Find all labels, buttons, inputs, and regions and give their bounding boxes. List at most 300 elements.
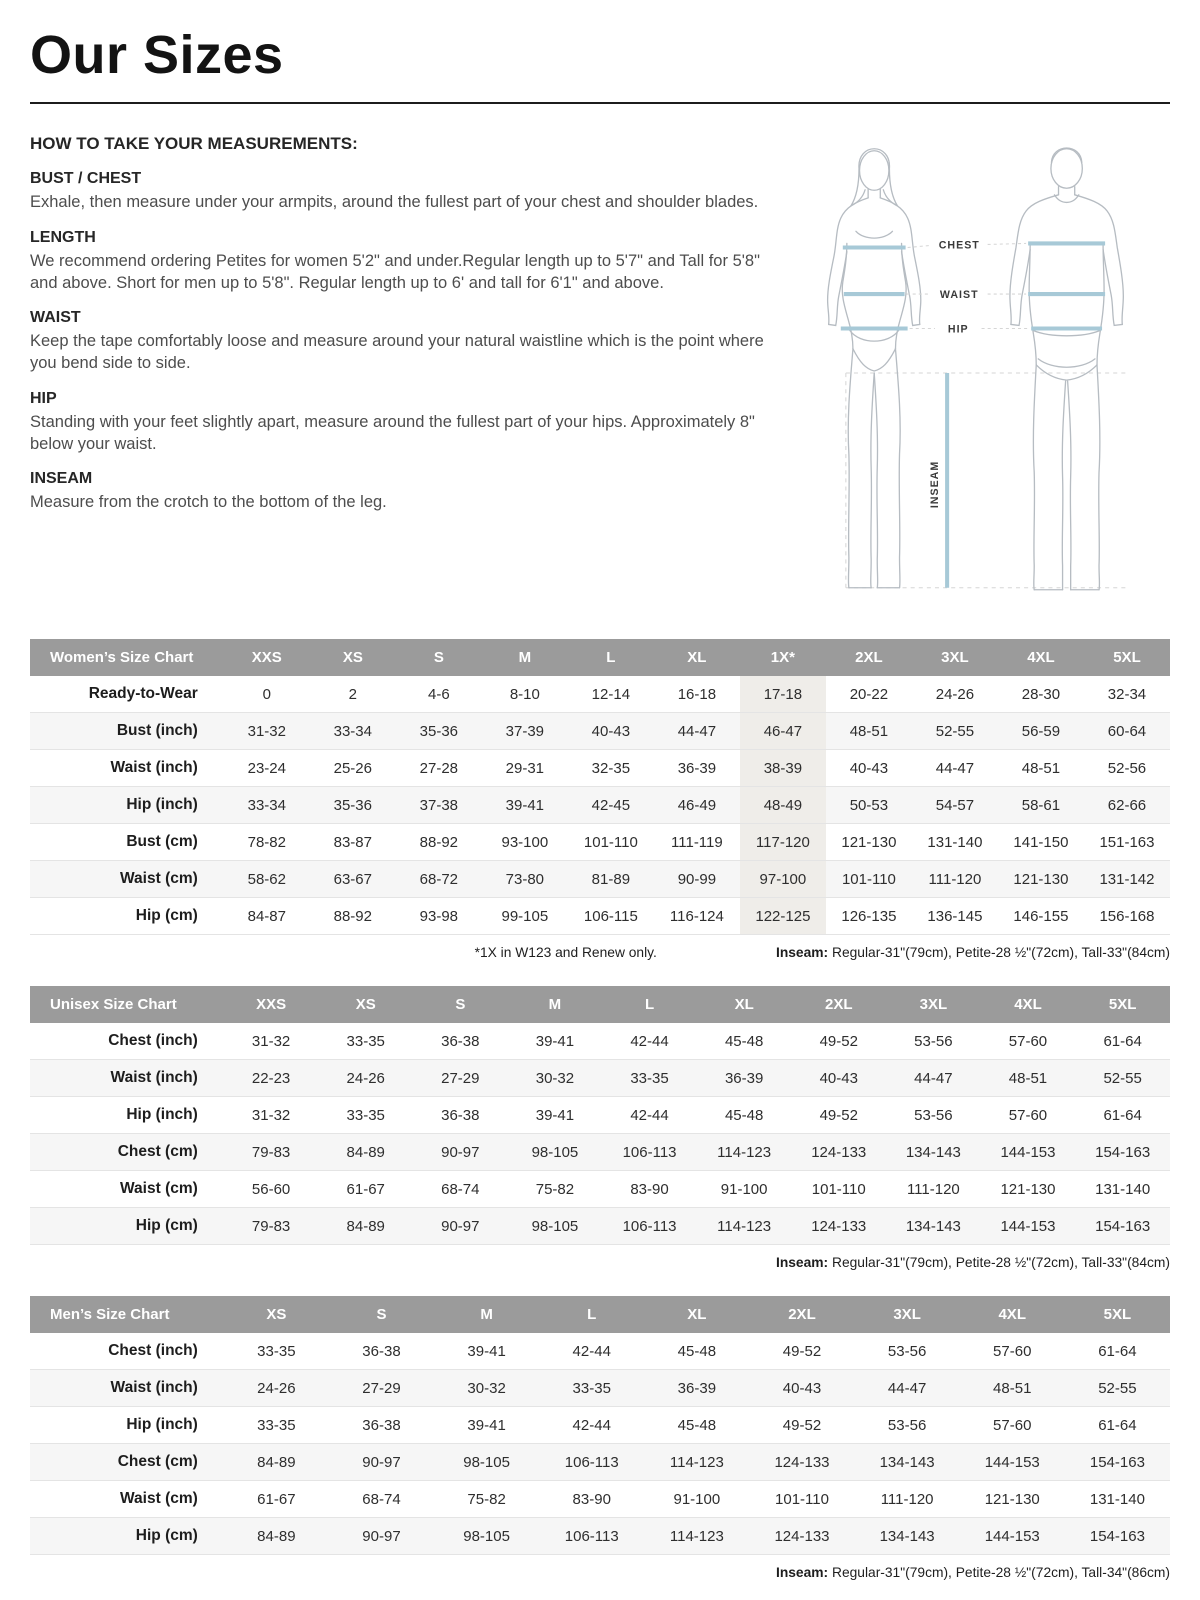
size-cell: 68-74 <box>329 1481 434 1518</box>
size-column-header: 2XL <box>749 1296 854 1333</box>
size-cell: 144-153 <box>960 1518 1065 1555</box>
men-table-footnotes <box>30 1565 1170 1580</box>
measurement-section-inseam <box>30 470 765 514</box>
size-cell: 98-105 <box>434 1518 539 1555</box>
measurement-body: Standing with your feet slightly apart, measure around the fullest part of your hips. Approximately 8" below your waist. <box>30 412 755 453</box>
size-cell: 134-143 <box>855 1518 960 1555</box>
size-cell: 53-56 <box>855 1333 960 1370</box>
size-cell: 35-36 <box>396 713 482 750</box>
inseam-note-text: Regular-31"(79cm), Petite-28 ½"(72cm), Tall-33"(84cm) <box>828 945 1170 960</box>
size-cell: 134-143 <box>855 1444 960 1481</box>
size-cell: 36-38 <box>329 1333 434 1370</box>
table-row <box>30 713 1170 750</box>
size-cell: 75-82 <box>434 1481 539 1518</box>
size-cell: 24-26 <box>224 1370 329 1407</box>
size-cell: 33-35 <box>224 1407 329 1444</box>
size-cell: 81-89 <box>568 861 654 898</box>
size-cell: 154-163 <box>1065 1444 1170 1481</box>
size-cell: 111-120 <box>855 1481 960 1518</box>
size-cell: 42-44 <box>539 1333 644 1370</box>
size-column-header: L <box>539 1296 644 1333</box>
size-cell: 83-87 <box>310 824 396 861</box>
size-cell: 114-123 <box>644 1518 749 1555</box>
size-cell: 101-110 <box>568 824 654 861</box>
size-cell: 50-53 <box>826 787 912 824</box>
size-cell: 61-64 <box>1075 1097 1170 1134</box>
women-size-chart <box>30 639 1170 960</box>
size-cell: 45-48 <box>644 1333 749 1370</box>
size-cell: 49-52 <box>791 1023 886 1060</box>
size-cell: 40-43 <box>749 1370 854 1407</box>
size-cell: 79-83 <box>224 1134 319 1171</box>
size-cell: 90-97 <box>413 1208 508 1245</box>
measurement-body: Measure from the crotch to the bottom of the leg. <box>30 493 387 512</box>
male-figure <box>1010 148 1123 590</box>
size-cell: 68-72 <box>396 861 482 898</box>
size-cell: 93-98 <box>396 898 482 935</box>
page-title: Our Sizes <box>30 25 284 85</box>
size-cell: 61-64 <box>1075 1023 1170 1060</box>
size-cell: 90-97 <box>413 1134 508 1171</box>
size-cell: 111-120 <box>886 1171 981 1208</box>
size-cell: 25-26 <box>310 750 396 787</box>
size-cell: 84-89 <box>224 1444 329 1481</box>
men-size-chart <box>30 1296 1170 1580</box>
size-cell: 98-105 <box>508 1208 603 1245</box>
table-title: Women’s Size Chart <box>30 639 224 676</box>
body-figures-illustration <box>785 130 1170 613</box>
size-cell: 53-56 <box>886 1097 981 1134</box>
size-column-header: XXS <box>224 639 310 676</box>
size-cell: 39-41 <box>508 1097 603 1134</box>
size-cell: 83-90 <box>539 1481 644 1518</box>
size-table <box>30 639 1170 935</box>
size-column-header: S <box>329 1296 434 1333</box>
size-cell: 106-113 <box>539 1518 644 1555</box>
row-label: Waist (inch) <box>30 1060 224 1097</box>
measurement-body: Exhale, then measure under your armpits, around the fullest part of your chest and shoulder blades. <box>30 193 759 211</box>
size-cell: 60-64 <box>1084 713 1170 750</box>
size-cell: 36-38 <box>329 1407 434 1444</box>
table-row <box>30 1171 1170 1208</box>
table-row <box>30 824 1170 861</box>
size-cell: 33-34 <box>224 787 310 824</box>
size-cell: 54-57 <box>912 787 998 824</box>
row-label: Waist (inch) <box>30 750 224 787</box>
table-row <box>30 676 1170 713</box>
measurement-title: INSEAM <box>30 470 93 488</box>
size-cell: 40-43 <box>826 750 912 787</box>
size-cell: 151-163 <box>1084 824 1170 861</box>
table-row <box>30 1208 1170 1245</box>
size-cell: 33-35 <box>318 1097 413 1134</box>
row-label: Hip (inch) <box>30 787 224 824</box>
size-cell: 52-55 <box>1075 1060 1170 1097</box>
size-cell: 134-143 <box>886 1134 981 1171</box>
size-charts <box>30 639 1170 1580</box>
size-cell: 48-49 <box>740 787 826 824</box>
size-cell: 37-39 <box>482 713 568 750</box>
size-column-header: 5XL <box>1084 639 1170 676</box>
size-cell: 57-60 <box>960 1333 1065 1370</box>
size-column-header: 2XL <box>826 639 912 676</box>
unisex-table-footnotes <box>30 1255 1170 1270</box>
measurement-section-bust <box>30 170 765 214</box>
row-label: Chest (cm) <box>30 1134 224 1171</box>
size-column-header: M <box>508 986 603 1023</box>
size-cell: 121-130 <box>998 861 1084 898</box>
size-cell: 44-47 <box>912 750 998 787</box>
size-cell: 122-125 <box>740 898 826 935</box>
size-cell: 48-51 <box>981 1060 1076 1097</box>
size-column-header: XS <box>310 639 396 676</box>
measurement-body: We recommend ordering Petites for women 5'2" and under.Regular length up to 5'7" and Tall for 5'8" and above. Short for men up to 5'8". Regular length up to 6' and tall for 6'1" and above. <box>30 251 760 292</box>
size-cell: 136-145 <box>912 898 998 935</box>
measurement-title: HIP <box>30 389 57 407</box>
size-column-header: XXS <box>224 986 319 1023</box>
size-cell: 58-62 <box>224 861 310 898</box>
measurement-title: WAIST <box>30 309 81 327</box>
size-cell: 57-60 <box>981 1023 1076 1060</box>
size-cell: 131-140 <box>1065 1481 1170 1518</box>
table-row <box>30 1134 1170 1171</box>
size-column-header: XL <box>697 986 792 1023</box>
size-cell: 36-39 <box>644 1370 749 1407</box>
size-cell: 144-153 <box>960 1444 1065 1481</box>
measurement-section-length <box>30 229 765 295</box>
size-cell: 22-23 <box>224 1060 319 1097</box>
size-cell: 90-97 <box>329 1518 434 1555</box>
size-cell: 144-153 <box>981 1134 1076 1171</box>
size-cell: 48-51 <box>960 1370 1065 1407</box>
table-row <box>30 861 1170 898</box>
women-table-footnotes <box>30 945 1170 960</box>
size-column-header: M <box>482 639 568 676</box>
hip-label: HIP <box>947 323 969 336</box>
size-cell: 31-32 <box>224 713 310 750</box>
size-cell: 146-155 <box>998 898 1084 935</box>
size-column-header: XS <box>224 1296 329 1333</box>
size-cell: 114-123 <box>697 1208 792 1245</box>
size-cell: 38-39 <box>740 750 826 787</box>
measurement-title: LENGTH <box>30 228 96 246</box>
table-row <box>30 1518 1170 1555</box>
size-cell: 30-32 <box>508 1060 603 1097</box>
size-cell: 39-41 <box>482 787 568 824</box>
size-cell: 131-142 <box>1084 861 1170 898</box>
size-column-header: 5XL <box>1075 986 1170 1023</box>
size-column-header: L <box>602 986 697 1023</box>
size-cell: 106-113 <box>602 1208 697 1245</box>
size-cell: 154-163 <box>1075 1134 1170 1171</box>
inseam-guide-dashes <box>846 373 1128 588</box>
measurement-guide-section <box>30 130 1170 613</box>
size-cell: 124-133 <box>749 1444 854 1481</box>
unisex-inseam-note <box>776 1255 1170 1270</box>
size-cell: 121-130 <box>981 1171 1076 1208</box>
size-column-header: 1X* <box>740 639 826 676</box>
size-cell: 52-55 <box>1065 1370 1170 1407</box>
measurements-heading: HOW TO TAKE YOUR MEASUREMENTS: <box>30 134 358 153</box>
size-cell: 8-10 <box>482 676 568 713</box>
table-row <box>30 1023 1170 1060</box>
size-cell: 33-35 <box>602 1060 697 1097</box>
men-inseam-note <box>776 1565 1170 1580</box>
size-cell: 90-97 <box>329 1444 434 1481</box>
size-cell: 31-32 <box>224 1023 319 1060</box>
size-cell: 45-48 <box>644 1407 749 1444</box>
size-column-header: M <box>434 1296 539 1333</box>
size-cell: 48-51 <box>998 750 1084 787</box>
inseam-label: INSEAM <box>929 460 942 509</box>
row-label: Waist (cm) <box>30 1481 224 1518</box>
size-cell: 84-87 <box>224 898 310 935</box>
size-cell: 63-67 <box>310 861 396 898</box>
size-cell: 39-41 <box>434 1333 539 1370</box>
size-cell: 46-49 <box>654 787 740 824</box>
size-cell: 32-34 <box>1084 676 1170 713</box>
measurement-instructions <box>30 130 785 613</box>
size-cell: 98-105 <box>434 1444 539 1481</box>
size-cell: 49-52 <box>749 1333 854 1370</box>
size-cell: 57-60 <box>960 1407 1065 1444</box>
size-cell: 44-47 <box>886 1060 981 1097</box>
table-row <box>30 1097 1170 1134</box>
size-cell: 111-119 <box>654 824 740 861</box>
size-cell: 114-123 <box>644 1444 749 1481</box>
row-label: Bust (cm) <box>30 824 224 861</box>
inseam-note-label: Inseam: <box>775 1255 829 1270</box>
size-cell: 49-52 <box>749 1407 854 1444</box>
size-cell: 156-168 <box>1084 898 1170 935</box>
size-column-header: 2XL <box>791 986 886 1023</box>
size-cell: 117-120 <box>740 824 826 861</box>
size-cell: 88-92 <box>310 898 396 935</box>
size-table <box>30 986 1170 1245</box>
size-cell: 40-43 <box>791 1060 886 1097</box>
size-column-header: 4XL <box>960 1296 1065 1333</box>
table-row <box>30 1444 1170 1481</box>
row-label: Ready-to-Wear <box>30 676 224 713</box>
size-cell: 42-44 <box>539 1407 644 1444</box>
row-label: Hip (cm) <box>30 1208 224 1245</box>
row-label: Hip (cm) <box>30 1518 224 1555</box>
size-cell: 29-31 <box>482 750 568 787</box>
table-row <box>30 898 1170 935</box>
row-label: Waist (cm) <box>30 1171 224 1208</box>
size-cell: 73-80 <box>482 861 568 898</box>
size-cell: 0 <box>224 676 310 713</box>
size-cell: 40-43 <box>568 713 654 750</box>
size-cell: 83-90 <box>602 1171 697 1208</box>
size-cell: 56-59 <box>998 713 1084 750</box>
table-row <box>30 1333 1170 1370</box>
table-title: Men’s Size Chart <box>30 1296 224 1333</box>
size-cell: 24-26 <box>318 1060 413 1097</box>
size-cell: 53-56 <box>855 1407 960 1444</box>
men-size-table <box>30 1296 1170 1555</box>
size-cell: 61-67 <box>318 1171 413 1208</box>
table-row <box>30 1060 1170 1097</box>
size-column-header: S <box>396 639 482 676</box>
size-cell: 36-39 <box>697 1060 792 1097</box>
size-cell: 45-48 <box>697 1097 792 1134</box>
size-cell: 124-133 <box>749 1518 854 1555</box>
size-cell: 27-29 <box>329 1370 434 1407</box>
inseam-note-label: Inseam: <box>775 1565 829 1580</box>
size-cell: 91-100 <box>644 1481 749 1518</box>
measurement-section-waist <box>30 309 765 375</box>
inseam-note-text: Regular-31"(79cm), Petite-28 ½"(72cm), Tall-33"(84cm) <box>828 1255 1170 1270</box>
size-cell: 23-24 <box>224 750 310 787</box>
size-column-header: 4XL <box>998 639 1084 676</box>
size-cell: 33-34 <box>310 713 396 750</box>
size-cell: 97-100 <box>740 861 826 898</box>
size-cell: 84-89 <box>224 1518 329 1555</box>
size-cell: 58-61 <box>998 787 1084 824</box>
size-column-header: 5XL <box>1065 1296 1170 1333</box>
table-row <box>30 750 1170 787</box>
size-cell: 27-28 <box>396 750 482 787</box>
size-cell: 101-110 <box>749 1481 854 1518</box>
size-cell: 90-99 <box>654 861 740 898</box>
size-cell: 141-150 <box>998 824 1084 861</box>
table-row <box>30 1370 1170 1407</box>
size-cell: 79-83 <box>224 1208 319 1245</box>
size-cell: 124-133 <box>791 1134 886 1171</box>
size-cell: 12-14 <box>568 676 654 713</box>
size-cell: 42-44 <box>602 1097 697 1134</box>
table-title: Unisex Size Chart <box>30 986 224 1023</box>
size-cell: 37-38 <box>396 787 482 824</box>
unisex-size-chart <box>30 986 1170 1270</box>
size-cell: 36-39 <box>654 750 740 787</box>
row-label: Bust (inch) <box>30 713 224 750</box>
size-cell: 57-60 <box>981 1097 1076 1134</box>
size-cell: 121-130 <box>960 1481 1065 1518</box>
women-size-table <box>30 639 1170 935</box>
size-cell: 93-100 <box>482 824 568 861</box>
size-column-header: S <box>413 986 508 1023</box>
size-cell: 106-113 <box>539 1444 644 1481</box>
size-cell: 52-56 <box>1084 750 1170 787</box>
size-column-header: XL <box>644 1296 749 1333</box>
size-cell: 121-130 <box>826 824 912 861</box>
measurement-title: BUST / CHEST <box>30 170 142 187</box>
table-row <box>30 1407 1170 1444</box>
size-cell: 33-35 <box>318 1023 413 1060</box>
size-cell: 75-82 <box>508 1171 603 1208</box>
size-cell: 36-38 <box>413 1097 508 1134</box>
size-cell: 2 <box>310 676 396 713</box>
size-cell: 28-30 <box>998 676 1084 713</box>
measurement-section-hip <box>30 390 765 456</box>
size-cell: 52-55 <box>912 713 998 750</box>
size-cell: 111-120 <box>912 861 998 898</box>
chest-label: CHEST <box>938 239 980 252</box>
size-cell: 32-35 <box>568 750 654 787</box>
size-cell: 39-41 <box>434 1407 539 1444</box>
size-cell: 24-26 <box>912 676 998 713</box>
size-cell: 53-56 <box>886 1023 981 1060</box>
size-cell: 106-113 <box>602 1134 697 1171</box>
size-cell: 45-48 <box>697 1023 792 1060</box>
size-cell: 27-29 <box>413 1060 508 1097</box>
size-cell: 78-82 <box>224 824 310 861</box>
size-cell: 106-115 <box>568 898 654 935</box>
waist-label: WAIST <box>939 289 979 302</box>
row-label: Chest (cm) <box>30 1444 224 1481</box>
size-cell: 131-140 <box>1075 1171 1170 1208</box>
size-column-header: 3XL <box>912 639 998 676</box>
size-cell: 36-38 <box>413 1023 508 1060</box>
size-cell: 48-51 <box>826 713 912 750</box>
table-row <box>30 787 1170 824</box>
size-cell: 44-47 <box>654 713 740 750</box>
size-cell: 46-47 <box>740 713 826 750</box>
row-label: Chest (inch) <box>30 1023 224 1060</box>
size-cell: 101-110 <box>826 861 912 898</box>
measurement-body: Keep the tape comfortably loose and measure around your natural waistline which is the point where you bend side to side. <box>30 332 764 373</box>
size-cell: 62-66 <box>1084 787 1170 824</box>
size-column-header: XS <box>318 986 413 1023</box>
size-cell: 91-100 <box>697 1171 792 1208</box>
size-cell: 84-89 <box>318 1134 413 1171</box>
row-label: Hip (inch) <box>30 1407 224 1444</box>
size-column-header: XL <box>654 639 740 676</box>
size-cell: 61-67 <box>224 1481 329 1518</box>
size-cell: 33-35 <box>539 1370 644 1407</box>
size-cell: 31-32 <box>224 1097 319 1134</box>
size-cell: 144-153 <box>981 1208 1076 1245</box>
women-inseam-note <box>776 945 1170 960</box>
table-row <box>30 1481 1170 1518</box>
size-cell: 49-52 <box>791 1097 886 1134</box>
inseam-note-text: Regular-31"(79cm), Petite-28 ½"(72cm), Tall-34"(86cm) <box>828 1565 1170 1580</box>
size-cell: 114-123 <box>697 1134 792 1171</box>
size-column-header: 3XL <box>855 1296 960 1333</box>
size-cell: 84-89 <box>318 1208 413 1245</box>
size-cell: 16-18 <box>654 676 740 713</box>
title-divider <box>30 102 1170 104</box>
row-label: Chest (inch) <box>30 1333 224 1370</box>
size-cell: 134-143 <box>886 1208 981 1245</box>
size-cell: 88-92 <box>396 824 482 861</box>
size-cell: 126-135 <box>826 898 912 935</box>
size-cell: 68-74 <box>413 1171 508 1208</box>
footnote-1x: *1X in W123 and Renew only. <box>474 945 657 960</box>
size-cell: 61-64 <box>1065 1333 1170 1370</box>
size-cell: 56-60 <box>224 1171 319 1208</box>
size-cell: 4-6 <box>396 676 482 713</box>
row-label: Waist (cm) <box>30 861 224 898</box>
size-cell: 42-45 <box>568 787 654 824</box>
size-cell: 33-35 <box>224 1333 329 1370</box>
size-cell: 61-64 <box>1065 1407 1170 1444</box>
size-cell: 101-110 <box>791 1171 886 1208</box>
size-cell: 98-105 <box>508 1134 603 1171</box>
size-cell: 44-47 <box>855 1370 960 1407</box>
row-label: Waist (inch) <box>30 1370 224 1407</box>
size-cell: 39-41 <box>508 1023 603 1060</box>
size-column-header: 3XL <box>886 986 981 1023</box>
unisex-size-table <box>30 986 1170 1245</box>
size-cell: 154-163 <box>1065 1518 1170 1555</box>
size-cell: 116-124 <box>654 898 740 935</box>
female-figure <box>828 149 921 588</box>
size-cell: 30-32 <box>434 1370 539 1407</box>
size-column-header: L <box>568 639 654 676</box>
